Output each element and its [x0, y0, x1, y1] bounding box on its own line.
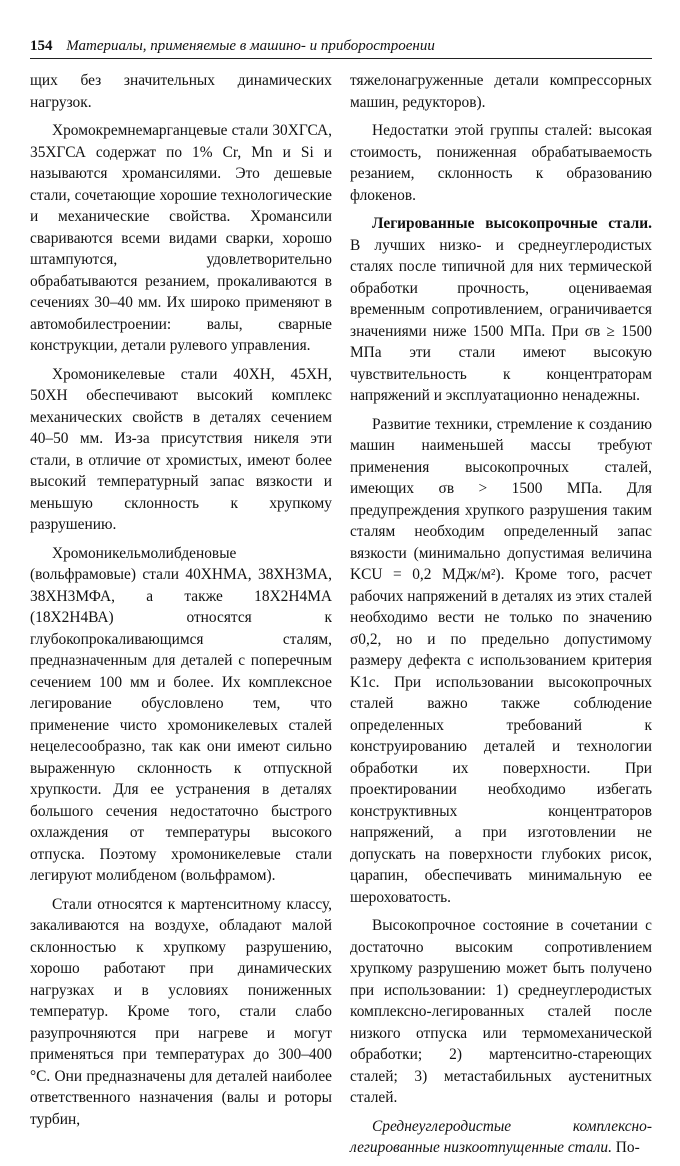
paragraph: щих без значительных динамических нагрузок. [30, 72, 332, 111]
running-title: Материалы, применяемые в машино- и приборостроении [66, 38, 435, 54]
paragraph: Хромоникелевые стали 40ХН, 45ХН, 50ХН обеспечивают высокий комплекс механических свойств в деталях сечением 40–50 мм. Из-за присутствия никеля эти стали, в отличие от хромистых, имеют более высокий температурный запас вязкости и меньшую склонность к хрупкому разрушению. [30, 365, 332, 533]
left-column [30, 70, 332, 1137]
paragraph-body: По- [615, 1139, 640, 1156]
paragraph: Недостатки этой группы сталей: высокая стоимость, пониженная обрабатываемость резанием, склонность к образованию флокенов. [350, 122, 652, 204]
right-column [350, 70, 652, 1166]
paragraph-body: В лучших низко- и среднеуглеродистых сталях после типичной для них термической обработки прочность, оцениваемая временным сопротивлением, ограничивается значениями ниже 1500 МПа. При σв ≥ 1500 МПа эти стали имеют высокую чувствительность к концентраторам напряжений и эксплуатационно ненадежны. [350, 236, 652, 404]
paragraph-with-heading [350, 1116, 652, 1159]
paragraph: Хромокремнемарганцевые стали 30ХГСА, 35ХГСА содержат по 1% Cr, Mn и Si и называются хромансилями. Это дешевые стали, сочетающие хорошие технологические и механические свойства. Хромансили свариваются всеми видами сварки, хорошо штампуются, удовлетворительно обрабатываются резанием, прокаливаются в сечениях 30–40 мм. Их широко применяют в автомобилестроении: валы, сварные конструкции, детали рулевого управления. [30, 122, 332, 354]
page-header [30, 36, 652, 59]
section-heading: Среднеуглеродистые комплексно-легированные низкоотпущенные стали. [350, 1117, 652, 1156]
paragraph-with-heading [350, 213, 652, 407]
paragraph: Высокопрочное состояние в сочетании с достаточно высоким сопротивлением хрупкому разрушению может быть получено при использовании: 1) среднеуглеродистых комплексно-легированных сталей после низкого отпуска или термомеханической обработки; 2) мартенситно-стареющих сталей; 3) метастабильных аустенитных сталей. [350, 917, 652, 1106]
paragraph: Развитие техники, стремление к созданию машин наименьшей массы требуют применения высокопрочных сталей, имеющих σв > 1500 МПа. Для предупреждения хрупкого разрушения таким сталям необходим определенный запас вязкости (минимально допустимая величина KCU = 0,2 МДж/м²). Кроме того, расчет рабочих напряжений в деталях из этих сталей необходимо вести не только по значению σ0,2, но и по предельно допустимому размеру дефекта с использованием критерия K1c. При использовании высокопрочных сталей важно также соблюдение определенных требований к конструированию деталей и технологии обработки их поверхности. При проектировании необходимо избегать конструктивных концентраторов напряжений, а при изготовлении не допускать на поверхности глубоких рисок, царапин, обеспечивать минимальную ее шероховатость. [350, 415, 652, 906]
page-number: 154 [30, 38, 53, 54]
section-heading: Легированные высокопрочные стали. [372, 215, 652, 232]
paragraph: тяжелонагруженные детали компрессорных машин, редукторов). [350, 72, 652, 111]
paragraph: Хромоникельмолибденовые (вольфрамовые) стали 40ХНМА, 38ХН3МА, 38ХН3МФА, а также 18Х2Н4МА (18Х2Н4ВА) относятся к глубокопрокаливающимся сталям, предназначенным для деталей с поперечным сечением 100 мм и более. Их комплексное легирование обусловлено тем, что применение чисто хромоникелевых сталей нецелесообразно, так как они имеют сильно выраженную склонность к отпускной хрупкости. Для ее устранения в деталях большого сечения недостаточно быстрого охлаждения от температуры высокого отпуска. Поэтому хромоникелевые стали легируют молибденом (вольфрамом). [30, 544, 332, 884]
paragraph: Стали относятся к мартенситному классу, закаливаются на воздухе, обладают малой склонностью к хрупкому разрушению, хорошо работают при динамических нагрузках и в условиях пониженных температур. Кроме того, стали слабо разупрочняются при нагреве и могут применяться при температурах до 300–400 °С. Они предназначены для деталей наиболее ответственного назначения (валы и роторы турбин, [30, 895, 332, 1128]
